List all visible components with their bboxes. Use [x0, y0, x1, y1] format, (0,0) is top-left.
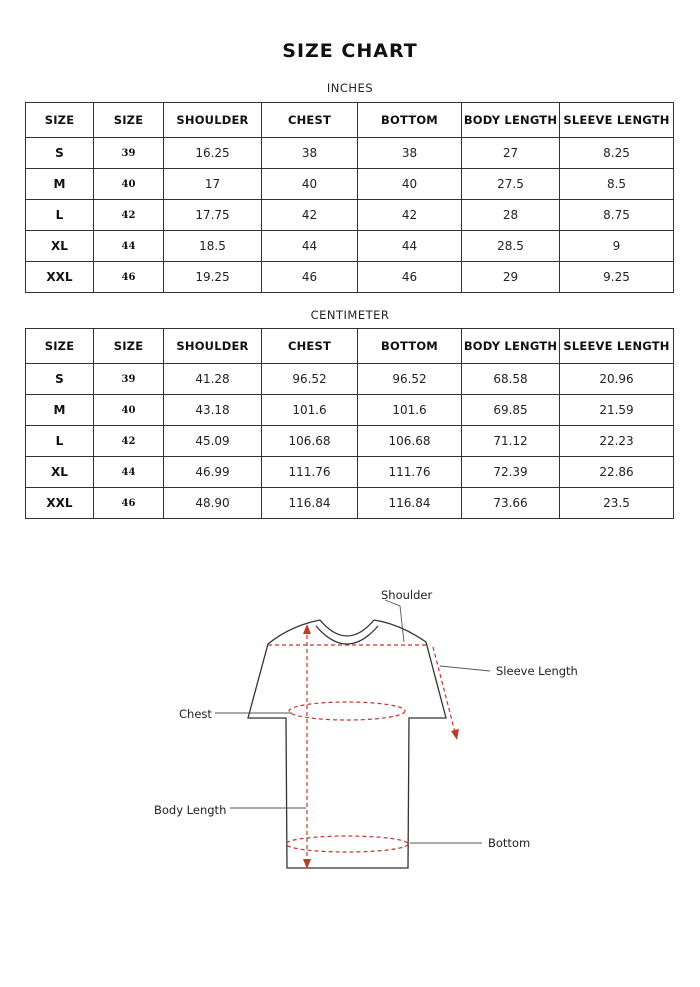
inches-section-label: INCHES: [326, 81, 374, 95]
shoulder-value: 46.99: [164, 457, 262, 488]
table-row: [26, 200, 674, 231]
shoulder-value: 45.09: [164, 426, 262, 457]
bottom-value: 96.52: [358, 364, 462, 395]
shoulder-value: 18.5: [164, 231, 262, 262]
shoulder-value: 16.25: [164, 138, 262, 169]
header-sleeve-length: SLEEVE LENGTH: [560, 103, 674, 138]
chest-value: 116.84: [262, 488, 358, 519]
chest-value: 96.52: [262, 364, 358, 395]
shoulder-value: 19.25: [164, 262, 262, 293]
header-chest: CHEST: [262, 103, 358, 138]
size-number: 42: [94, 200, 164, 231]
header-shoulder: SHOULDER: [164, 103, 262, 138]
centimeter-section-label: CENTIMETER: [310, 308, 390, 322]
header-chest: CHEST: [262, 329, 358, 364]
shoulder-value: 17: [164, 169, 262, 200]
sleeve-length-value: 22.86: [560, 457, 674, 488]
table-row: [26, 488, 674, 519]
size-number: 44: [94, 457, 164, 488]
body-length-value: 27: [462, 138, 560, 169]
chest-value: 101.6: [262, 395, 358, 426]
sleeve-length-label: Sleeve Length: [496, 664, 578, 678]
body-length-value: 28: [462, 200, 560, 231]
chest-value: 106.68: [262, 426, 358, 457]
shoulder-value: 48.90: [164, 488, 262, 519]
body-length-value: 72.39: [462, 457, 560, 488]
size-label: M: [26, 395, 94, 426]
table-header-row: [26, 103, 674, 138]
table-header-row: [26, 329, 674, 364]
chest-value: 40: [262, 169, 358, 200]
body-length-value: 29: [462, 262, 560, 293]
bottom-value: 40: [358, 169, 462, 200]
chest-value: 46: [262, 262, 358, 293]
chest-value: 42: [262, 200, 358, 231]
size-label: XXL: [26, 262, 94, 293]
chest-value: 111.76: [262, 457, 358, 488]
header-body-length: BODY LENGTH: [462, 103, 560, 138]
header-body-length: BODY LENGTH: [462, 329, 560, 364]
bottom-label: Bottom: [488, 836, 531, 850]
chest-value: 44: [262, 231, 358, 262]
tshirt-measurement-diagram: [0, 540, 700, 900]
bottom-value: 111.76: [358, 457, 462, 488]
page-title: SIZE CHART: [282, 40, 418, 62]
size-label: M: [26, 169, 94, 200]
bottom-value: 42: [358, 200, 462, 231]
centimeter-size-table: [25, 328, 674, 519]
body-length-label: Body Length: [154, 803, 227, 817]
sleeve-length-value: 22.23: [560, 426, 674, 457]
body-length-value: 73.66: [462, 488, 560, 519]
table-row: [26, 395, 674, 426]
size-number: 44: [94, 231, 164, 262]
header-shoulder: SHOULDER: [164, 329, 262, 364]
sleeve-length-value: 21.59: [560, 395, 674, 426]
bottom-value: 44: [358, 231, 462, 262]
table-row: [26, 262, 674, 293]
bottom-value: 101.6: [358, 395, 462, 426]
sleeve-length-value: 9.25: [560, 262, 674, 293]
size-label: L: [26, 426, 94, 457]
bottom-value: 46: [358, 262, 462, 293]
chest-value: 38: [262, 138, 358, 169]
table-row: [26, 426, 674, 457]
table-row: [26, 138, 674, 169]
table-row: [26, 364, 674, 395]
sleeve-length-value: 8.75: [560, 200, 674, 231]
header-sleeve-length: SLEEVE LENGTH: [560, 329, 674, 364]
body-length-value: 69.85: [462, 395, 560, 426]
table-row: [26, 169, 674, 200]
body-length-value: 27.5: [462, 169, 560, 200]
size-number: 40: [94, 169, 164, 200]
body-length-value: 28.5: [462, 231, 560, 262]
size-label: S: [26, 364, 94, 395]
sleeve-length-value: 9: [560, 231, 674, 262]
header-size-label: SIZE: [26, 329, 94, 364]
size-number: 46: [94, 262, 164, 293]
sleeve-length-value: 8.25: [560, 138, 674, 169]
shoulder-label: Shoulder: [381, 588, 433, 602]
sleeve-length-value: 8.5: [560, 169, 674, 200]
chest-label: Chest: [179, 707, 212, 721]
bottom-value: 38: [358, 138, 462, 169]
table-row: [26, 457, 674, 488]
body-length-value: 71.12: [462, 426, 560, 457]
size-number: 46: [94, 488, 164, 519]
header-size-number: SIZE: [94, 103, 164, 138]
shoulder-value: 41.28: [164, 364, 262, 395]
size-number: 40: [94, 395, 164, 426]
header-size-number: SIZE: [94, 329, 164, 364]
size-label: S: [26, 138, 94, 169]
shoulder-value: 17.75: [164, 200, 262, 231]
size-number: 39: [94, 138, 164, 169]
header-bottom: BOTTOM: [358, 329, 462, 364]
header-size-label: SIZE: [26, 103, 94, 138]
tshirt-outline-icon: [0, 540, 700, 900]
size-label: XL: [26, 457, 94, 488]
bottom-value: 106.68: [358, 426, 462, 457]
size-number: 39: [94, 364, 164, 395]
header-bottom: BOTTOM: [358, 103, 462, 138]
inches-size-table: [25, 102, 674, 293]
table-row: [26, 231, 674, 262]
size-label: XL: [26, 231, 94, 262]
size-label: L: [26, 200, 94, 231]
size-number: 42: [94, 426, 164, 457]
sleeve-length-value: 23.5: [560, 488, 674, 519]
shoulder-value: 43.18: [164, 395, 262, 426]
bottom-value: 116.84: [358, 488, 462, 519]
sleeve-length-value: 20.96: [560, 364, 674, 395]
body-length-value: 68.58: [462, 364, 560, 395]
size-label: XXL: [26, 488, 94, 519]
